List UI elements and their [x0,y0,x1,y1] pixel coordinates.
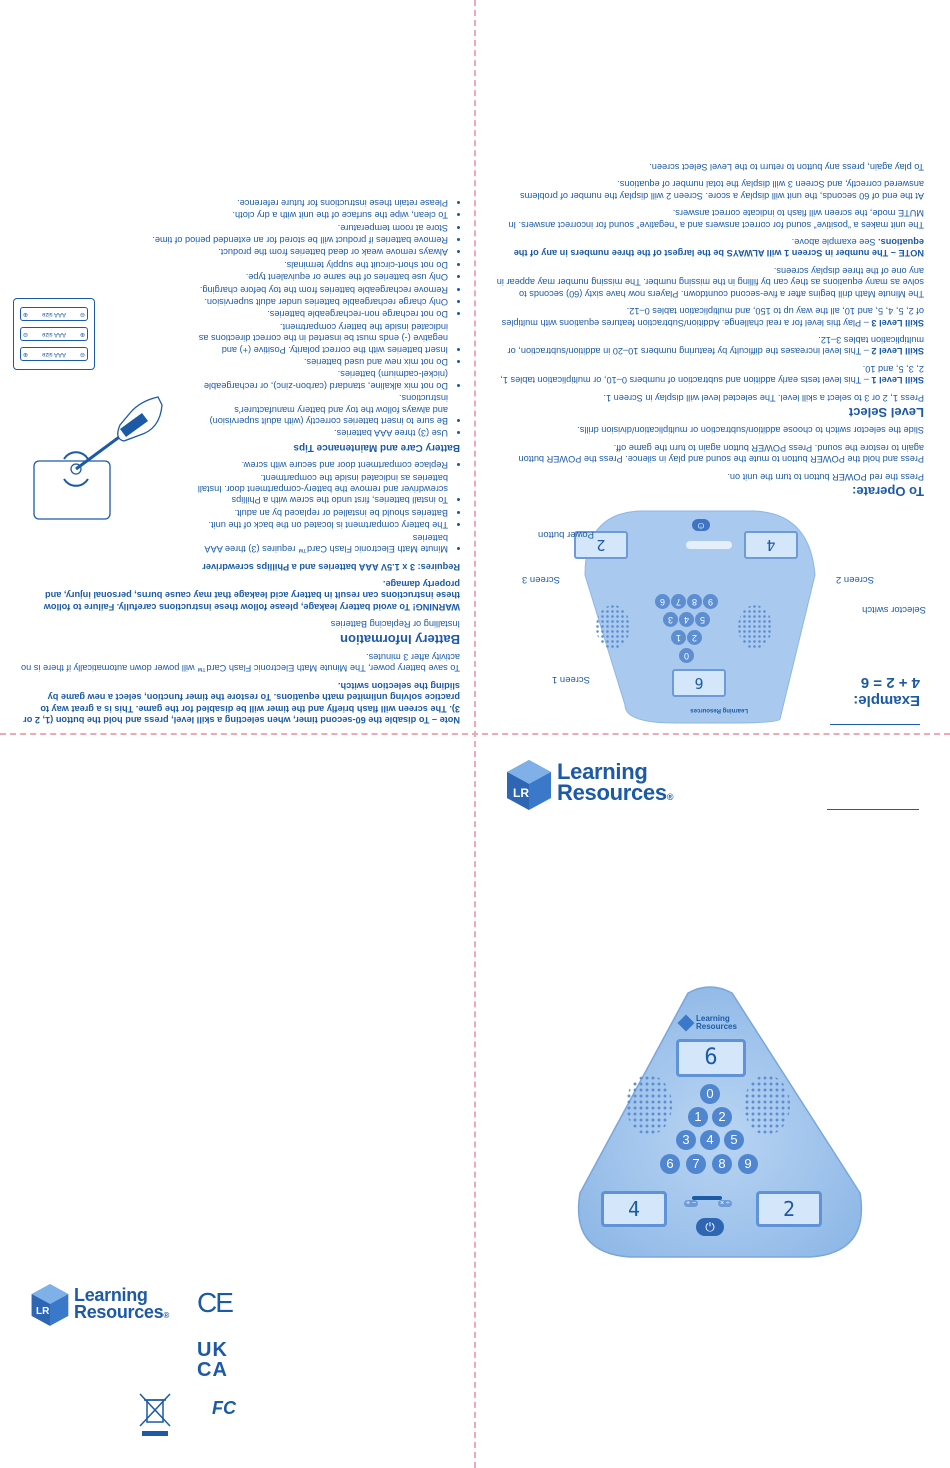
minus-icon: ⊖ [79,311,85,317]
care-title: Battery Care and Maintenance Tips [293,441,460,453]
power-down-note: To save battery power, The Minute Math Electronic Flash Card™ will power down automatically if there is no activity after 3 minutes. [21,651,460,674]
care-item: • Insert batteries with the correct polarity. Positive (+) and negative (-) ends must be inserted in the correct directions as indicated inside the battery compartment. [188,320,448,354]
cover-key-0[interactable]: 0 [700,1084,720,1104]
install-item: • The battery compartment is located on the back of the unit. [188,519,448,530]
care-item: • Please retain these instructions for future reference. [88,196,448,207]
cover-logo [505,758,673,808]
care-item: • Remove rechargeable batteries from the toy before charging. [88,283,448,294]
cover-key-9[interactable]: 9 [738,1154,758,1174]
skill-level-1: Skill Level 1 – This level tests early addition and subtraction of numbers 0–10, or multiplication tables 1, 2, 3, 5, and 10. [500,363,924,386]
switch-label-add-sub: + − [686,1200,697,1207]
cover-key-2[interactable]: 2 [712,1107,732,1127]
cover-rule [827,809,919,810]
care-item: • Do not mix alkaline, standard (carbon-zinc), or rechargeable (nickel-cadmium) batteries. [198,368,448,391]
cover-key-7[interactable]: 7 [686,1154,706,1174]
care-item: • Store at room temperature. [88,221,448,232]
ce-mark: CE [197,1287,232,1318]
care-item: • Do not mix new and used batteries. [88,356,448,367]
back-logo [30,1282,169,1326]
speaker-left [738,605,772,649]
battery-information-panel [20,140,460,725]
operate-paragraph-2: Press and hold the POWER button to mute the sound and play in silence. Press the POWER button again to restore the sound. Press POWER button again to turn the game off. [518,442,924,465]
to-operate-title: To Operate: [852,484,924,499]
plus-icon: ⊕ [79,331,85,337]
screwdriver-illustration [20,385,170,525]
score-paragraph: At the end of 60 seconds, the unit will display a score. Screen 2 will display the number of problems answered correctly, and Screen 3 will display the total number of equations. [520,179,924,201]
care-item: • Only use batteries of the same or equivalent type. [88,271,448,282]
key-8[interactable]: 8 [687,594,702,609]
back-logo-cube-icon [30,1282,68,1326]
key-2[interactable]: 1 [671,630,686,645]
cover-key-8[interactable]: 8 [712,1154,732,1174]
cover-screen-3: 2 [756,1191,822,1227]
cover-key-1[interactable]: 1 [688,1107,708,1127]
logo-cube-letters: LR [513,786,529,800]
care-item: • To clean, wipe the surface of the unit with a dry cloth. [88,209,448,220]
cover-keypad [656,1084,766,1176]
switch-track [692,1196,722,1200]
cover-screen-1: 6 [676,1039,746,1077]
cover-key-3[interactable]: 3 [676,1130,696,1150]
key-1[interactable]: 2 [687,630,702,645]
example-equation: 4 + 2 = 6 [860,674,920,691]
level-intro: Press 1, 2 or 3 to select a skill level. The selected level will display in Screen 1. [603,392,924,403]
fcc-mark: FC [212,1398,236,1418]
install-item: • Replace compartment door and secure with screw. [188,459,448,470]
countdown-paragraph: The Minute Math drill begins after a five-second countdown. Players now have sixty (60) seconds to solve as many equations as they can by filling in the missing number. The missing number may appear in any one of the three display screens. [496,265,924,299]
weee-bin-icon [138,1392,172,1438]
level-select-title: Level Select [848,404,924,420]
screen-note: NOTE – The number in Screen 1 will ALWAYS be the largest of the three numbers in any of the equations. See example above. [513,237,924,259]
sound-paragraph: The unit makes a “positive” sound for correct answers and a “negative” sound for incorrect answers. In MUTE mode, the screen will flash to indicate correct answers. [508,208,924,230]
callout-selector-switch: Selector switch [862,604,926,615]
device-screen-1: 6 [672,669,726,697]
cover-device-logo-icon [678,1015,695,1032]
ukca-mark: UK CA [197,1339,228,1381]
switch-label-mul-div: × ÷ [720,1200,730,1207]
callout-screen-1: Screen 1 [551,674,590,685]
compartment-door [34,461,110,519]
cover-key-6[interactable]: 6 [660,1154,680,1174]
care-item: • Do not short-circuit the supply terminals. [88,258,448,269]
speaker-right [596,605,630,649]
instructions-body [496,155,924,503]
cover-device-logo: Learning Resources [680,1015,737,1031]
cover-selector-switch[interactable] [684,1196,738,1208]
device-screen-3: 2 [574,531,628,559]
installing-title: Installing or Replacing Batteries [330,619,460,630]
device-logo-small: Learning Resources [690,707,748,713]
install-list [188,459,460,554]
play-again-paragraph: To play again, press any button to return to the Level Select screen. [649,162,924,173]
key-7[interactable]: 7 [671,594,686,609]
cover-screen-2: 4 [601,1191,667,1227]
skill-level-2: Skill Level 2 – This level increases the difficulty by featuring numbers 10–20 in addition/subtraction, or multiplication tables 3–12. [507,334,924,357]
cover-key-4[interactable]: 4 [700,1130,720,1150]
operate-paragraph-1: Press the red POWER button to turn the unit on. [727,471,924,482]
care-item: • Only charge rechargeable batteries under adult supervision. [88,296,448,307]
cover-key-5[interactable]: 5 [724,1130,744,1150]
minus-icon: ⊖ [23,331,29,337]
skill-level-3: Skill Level 3 – Play this level for a real challenge. Addition/Subtraction features equations with multiples of 2, 5, 4, 5, and 10, all the way up to 150, and multiplication tables 0–12. [501,306,924,328]
operating-instructions-panel [490,10,930,725]
key-5[interactable]: 5 [695,612,710,627]
back-logo-wordmark: Learning Resources® [74,1284,169,1322]
care-item: • Use (3) three AAA batteries. [88,427,448,438]
battery-pack-illustration [13,298,95,370]
battery-3: ⊖ AAA size ⊕ [20,307,88,321]
plus-icon: ⊕ [23,311,29,317]
battery-2: ⊕ AAA size ⊖ [20,327,88,341]
device-power-button[interactable]: ⏻ [692,519,710,531]
care-item: • Always remove weak or dead batteries from the product. [88,246,448,257]
install-item: • Minute Math Electronic Flash Card™ requires (3) three AAA batteries [188,531,448,554]
plus-icon: ⊕ [23,351,29,357]
care-item: • Be sure to insert batteries correctly (with adult supervision) and always follow the toy and battery manufacturer's instructions. [198,392,448,426]
key-6[interactable]: 6 [655,594,670,609]
key-3[interactable]: 3 [663,612,678,627]
battery-requires: Requires: 3 x 1.5V AAA batteries and a Phillips screwdriver [202,561,460,572]
example-title: Example: [853,692,920,709]
key-0[interactable]: 0 [679,648,694,663]
cover-power-button[interactable]: ⏻ [696,1218,724,1236]
key-9[interactable]: 9 [703,594,718,609]
logo-cube-icon [505,758,549,808]
install-item: • Batteries should be installed or replaced by an adult. [188,507,448,518]
battery-1: ⊖ AAA size ⊕ [20,347,88,361]
callout-screen-2: Screen 2 [835,574,874,585]
key-4[interactable]: 4 [679,612,694,627]
logo-wordmark: Learning Resources® [557,759,674,805]
callout-power-button: Power button [538,529,594,540]
device-keypad [642,563,722,663]
timer-note: Note – To disable the 60-second timer, when selecting a skill level, press and hold the button (1, 2 or 3). The screen will flash briefly and the timer will be disabled for the game. This is a great way to practice solving unlimited math equations. To restore the timer function, select a new game by sliding the selection switch. [23,680,460,725]
care-item: • Do not recharge non-rechargeable batteries. [88,308,448,319]
minus-icon: ⊖ [79,351,85,357]
horizontal-fold-line [0,733,950,735]
care-item: • Remove batteries if product will be stored for an extended period of time. [88,234,448,245]
device-screen-2: 4 [744,531,798,559]
operate-paragraph-3: Slide the selector switch to choose addition/subtraction or multiplication/division drills. [577,425,924,436]
install-item: • To install batteries, first undo the screw with a Phillips screwdriver and remove the battery-compartment door. Install batteries as indicated inside the compartment. [188,471,448,505]
battery-warning: WARNING! To avoid battery leakage, please follow these instructions carefully. Failure to follow these instructions can result in battery acid leakage that may cause burns, personal injury, and property damage. [43,578,460,612]
device-selector-switch[interactable] [686,541,732,549]
callout-screen-3: Screen 3 [521,574,560,585]
battery-information-title: Battery Information [340,631,460,647]
back-logo-cube-letters: LR [36,1306,50,1317]
